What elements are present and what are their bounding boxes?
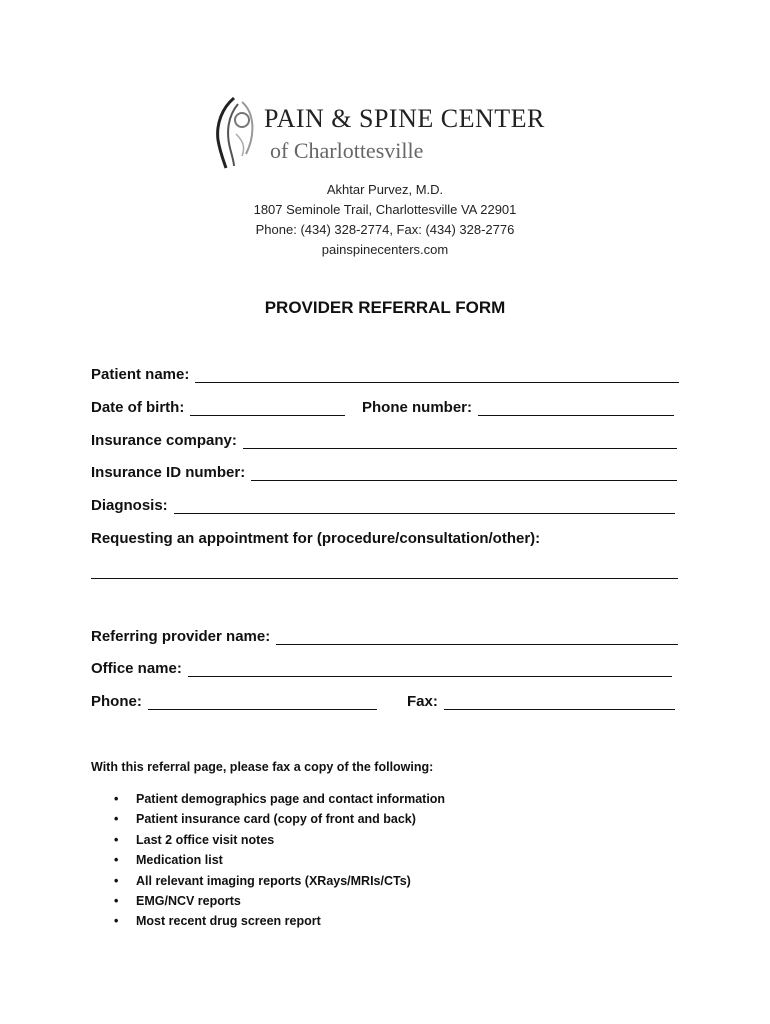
bullet-icon: • [114,812,119,827]
form-title: PROVIDER REFERRAL FORM [264,298,506,317]
phone-input[interactable] [148,695,377,710]
insurance-company-field [91,432,677,449]
insurance-id-label: Insurance ID number: [91,464,246,481]
insurance-company-input[interactable] [243,434,677,449]
requesting-input[interactable] [91,578,678,579]
diagnosis-field [91,497,675,514]
patient-name-label: Patient name: [91,366,190,383]
date-of-birth-field [91,399,345,416]
date-of-birth-input[interactable] [190,401,345,416]
office-name-input[interactable] [188,662,672,677]
office-name-label: Office name: [91,660,182,677]
diagnosis-input[interactable] [174,499,675,514]
patient-name-field [91,366,679,383]
bullet-icon: • [114,873,119,888]
spine-logo-icon [212,94,264,170]
referring-provider-label: Referring provider name: [91,628,271,645]
requesting-label: Requesting an appointment for (procedure/consultation/other): [91,530,541,547]
contact-info [0,180,770,260]
list-item: • Most recent drug screen report [108,911,445,931]
clinic-logo [212,94,572,170]
list-item: • Last 2 office visit notes [108,830,445,850]
office-name-field [91,660,672,677]
logo-title: PAIN & SPINE CENTER [264,104,545,133]
list-item: • Medication list [108,850,445,870]
bullet-icon: • [114,893,119,908]
logo-subtitle: of Charlottesville [270,138,424,163]
insurance-id-field [91,464,677,481]
phone-number-label: Phone number: [362,399,473,416]
list-item: • All relevant imaging reports (XRays/MRIs/CTs) [108,871,445,891]
date-of-birth-label: Date of birth: [91,399,185,416]
phone-field [91,693,377,710]
fax-field [407,693,675,710]
required-documents-list [108,789,445,932]
doctor-name: Akhtar Purvez, M.D. [326,182,444,197]
referring-provider-field [91,628,678,645]
bullet-icon: • [114,792,119,806]
patient-name-input[interactable] [195,368,679,383]
phone-number-field [362,399,674,416]
fax-label: Fax: [407,693,438,710]
bullet-icon: • [114,832,119,847]
requesting-field [91,530,540,547]
list-item: • Patient insurance card (copy of front and back) [108,809,445,829]
bullet-icon: • [114,853,119,868]
clinic-address: 1807 Seminole Trail, Charlottesville VA 22901 [253,202,517,217]
fax-input[interactable] [444,695,675,710]
referring-provider-input[interactable] [276,630,678,645]
insurance-id-input[interactable] [251,466,677,481]
list-item: • Patient demographics page and contact information [108,789,445,809]
bullet-icon: • [114,914,119,929]
clinic-phone-fax: Phone: (434) 328-2774, Fax: (434) 328-2776 [255,222,515,237]
phone-label: Phone: [91,693,142,710]
diagnosis-label: Diagnosis: [91,497,168,514]
clinic-website: painspinecenters.com [321,242,449,257]
insurance-company-label: Insurance company: [91,432,237,449]
list-item: • EMG/NCV reports [108,891,445,911]
instructions-heading: With this referral page, please fax a copy of the following: [91,760,434,774]
phone-number-input[interactable] [478,401,674,416]
